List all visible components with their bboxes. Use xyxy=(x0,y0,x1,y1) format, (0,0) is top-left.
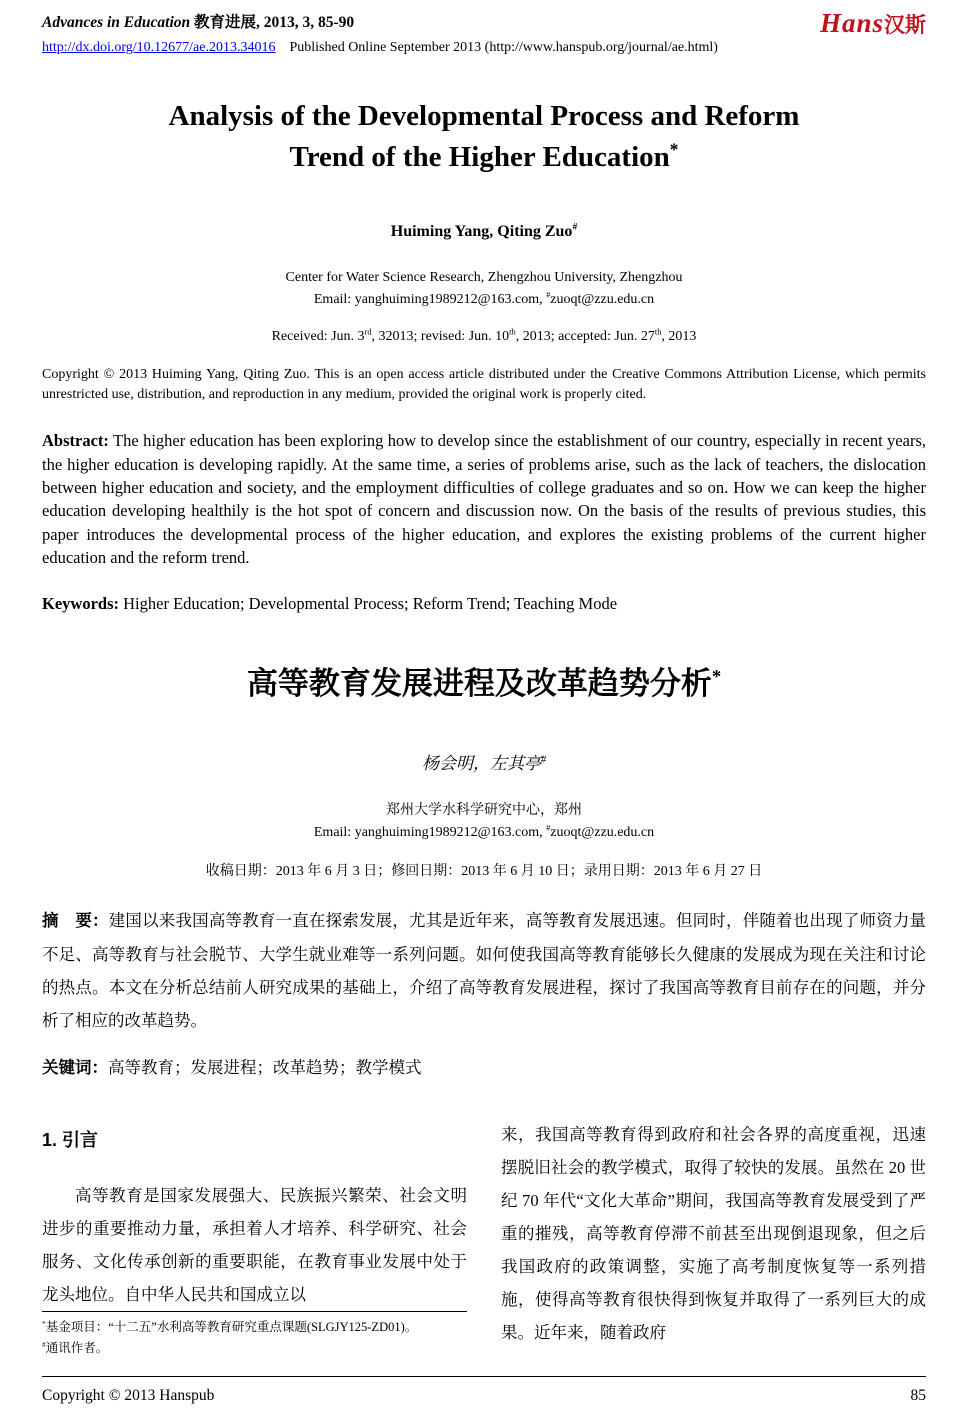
section-1-paragraph-left: 高等教育是国家发展强大、民族振兴繁荣、社会文明进步的重要推动力量，承担着人才培养、科学研究、社会服务、文化传承创新的重要职能，在教育事业发展中处于龙头地位。自中华人民共和国成立以 xyxy=(42,1186,467,1305)
email-line xyxy=(314,292,654,307)
journal-line xyxy=(42,10,354,32)
journal-issue-info: 教育进展, 2013, 3, 85-90 xyxy=(194,14,355,31)
authors-cn xyxy=(42,749,926,774)
text-segment: Received: Jun. 3 xyxy=(271,328,365,344)
keywords-text: Higher Education; Developmental Process; Reform Trend; Teaching Mode xyxy=(123,593,618,613)
affiliation-text: Center for Water Science Research, Zhengzhou University, Zhengzhou xyxy=(285,270,683,286)
corresponding-author-mark: # xyxy=(572,221,578,233)
article-title-cn xyxy=(42,658,926,703)
keywords-label: Keywords: xyxy=(42,593,119,613)
corresponding-author-footnote xyxy=(42,1338,467,1359)
hanspub-logo xyxy=(820,10,926,37)
received-dates-cn: 收稿日期：2013 年 6 月 3 日；修回日期：2013 年 6 月 10 日；录用日期：2013 年 6 月 27 日 xyxy=(205,864,763,880)
text-segment: , 32013; revised: Jun. 10 xyxy=(371,328,510,344)
affiliation-cn-text: 郑州大学水科学研究中心，郑州 xyxy=(386,802,582,818)
keywords-cn-text: 高等教育；发展进程；改革趋势；教学模式 xyxy=(108,1057,422,1077)
title-footnote-mark: * xyxy=(669,138,679,159)
title-line-2: Trend of the Higher Education xyxy=(289,140,670,173)
doi-link[interactable]: http://dx.doi.org/10.12677/ae.2013.34016 xyxy=(42,40,276,55)
keywords-en xyxy=(42,594,926,614)
corresponding-author-mark-cn: # xyxy=(540,754,547,766)
hash-mark: # xyxy=(42,1339,46,1349)
abstract-label: Abstract: xyxy=(42,431,109,451)
asterisk-mark: * xyxy=(42,1319,46,1329)
funding-footnote xyxy=(42,1317,467,1338)
logo-hans-text: Hans xyxy=(819,8,884,38)
keywords-cn-label: 关键词： xyxy=(42,1058,108,1077)
doi-line xyxy=(42,40,926,56)
text-segment: , 2013 xyxy=(661,328,697,344)
email-secondary: zuoqt@zzu.edu.cn xyxy=(550,291,655,307)
journal-header xyxy=(42,10,926,37)
email-secondary-cn: zuoqt@zzu.edu.cn xyxy=(550,825,655,841)
article-title-en xyxy=(42,96,926,177)
email-mark: # xyxy=(546,290,551,300)
footnote-block xyxy=(42,1311,467,1384)
abstract-en xyxy=(42,429,926,570)
page-footer xyxy=(42,1376,926,1405)
section-1-paragraph-right: 来，我国高等教育得到政府和社会各界的高度重视，迅速摆脱旧社会的教学模式，取得了较快的发展。虽然在 20 世纪 70 年代“文化大革命”期间，我国高等教育发展受到了严重的摧残，高等教育停滞不前甚至出现倒退现象，但之后我国政府的政策调整，实施了高考制度恢复等一系列措施，使得高等教育很快得到恢复并取得了一系列巨大的成果。近年来，随着政府 xyxy=(501,1124,926,1342)
funding-footnote-text: 基金项目：“十二五”水利高等教育研究重点课题(SLGJY125-ZD01)。 xyxy=(45,1320,418,1335)
abstract-cn xyxy=(42,904,926,1037)
authors-names: Huiming Yang, Qiting Zuo xyxy=(390,223,573,241)
email-mark-cn: # xyxy=(546,823,551,833)
abstract-cn-text: 建国以来我国高等教育一直在探索发展，尤其是近年来，高等教育发展迅速。但同时，伴随着也出现了师资力量不足、高等教育与社会脱节、大学生就业难等一系列问题。如何使我国高等教育能够长久健康的发展成为现在关注和讨论的热点。本文在分析总结前人研究成果的基础上，介绍了高等教育发展进程，探讨了我国高等教育目前存在的问题，并分析了相应的改革趋势。 xyxy=(42,911,927,1031)
keywords-cn xyxy=(42,1054,926,1078)
copyright-notice: Copyright © 2013 Huiming Yang, Qiting Zuo. This is an open access article distributed under the Creative Commons Attribution License, which permits unrestricted use, distribution, and reproduction in any medium, provided the original work is properly cited. xyxy=(42,366,926,402)
abstract-cn-label: 摘 要： xyxy=(42,912,109,931)
ordinal-mark: rd xyxy=(364,326,372,336)
email-primary-cn: Email: yanghuiming1989212@163.com, xyxy=(313,825,543,841)
email-line-cn xyxy=(314,825,654,840)
title-cn-text: 高等教育发展进程及改革趋势分析 xyxy=(246,665,712,701)
footer-copyright: Copyright © 2013 Hanspub xyxy=(42,1387,215,1404)
ordinal-mark: th xyxy=(509,326,516,336)
title-cn-footnote-mark: * xyxy=(711,666,722,688)
left-column xyxy=(42,1114,467,1385)
abstract-text: The higher education has been exploring how to develop since the establishment of our country, especially in recent years, the higher education is developing rapidly. At the same time, a series of problems arise, such as the lack of teachers, the dislocation between higher education and society, and the employment difficulties of college graduates and so on. How we can keep the higher education developing healthily is the hot spot of concern and discussion now. On the basis of the results of previous studies, this paper introduces the developmental process of the higher education, and explores the existing problems of the current higher education and the reform trend. xyxy=(42,431,926,568)
section-1-heading: 1. 引言 xyxy=(42,1129,99,1150)
two-column-body xyxy=(42,1114,926,1385)
journal-name: Advances in Education xyxy=(42,14,191,31)
footnote-divider xyxy=(42,1311,467,1312)
authors-en xyxy=(42,223,926,241)
title-line-1: Analysis of the Developmental Process and Reform xyxy=(168,100,800,132)
corresponding-author-footnote-text: 通讯作者。 xyxy=(45,1340,109,1355)
published-online-note: Published Online September 2013 (http://www.hanspub.org/journal/ae.html) xyxy=(289,40,718,55)
email-primary: Email: yanghuiming1989212@163.com, xyxy=(313,291,543,307)
affiliation-cn xyxy=(42,800,926,845)
right-column xyxy=(501,1114,926,1385)
authors-cn-names: 杨会明，左其亭 xyxy=(421,753,541,773)
page-number: 85 xyxy=(910,1387,926,1404)
text-segment: , 2013; accepted: Jun. 27 xyxy=(515,328,655,344)
received-dates-en xyxy=(42,326,926,345)
affiliation-en xyxy=(42,267,926,310)
logo-hanzi-text: 汉斯 xyxy=(884,14,926,37)
ordinal-mark: th xyxy=(654,326,662,336)
